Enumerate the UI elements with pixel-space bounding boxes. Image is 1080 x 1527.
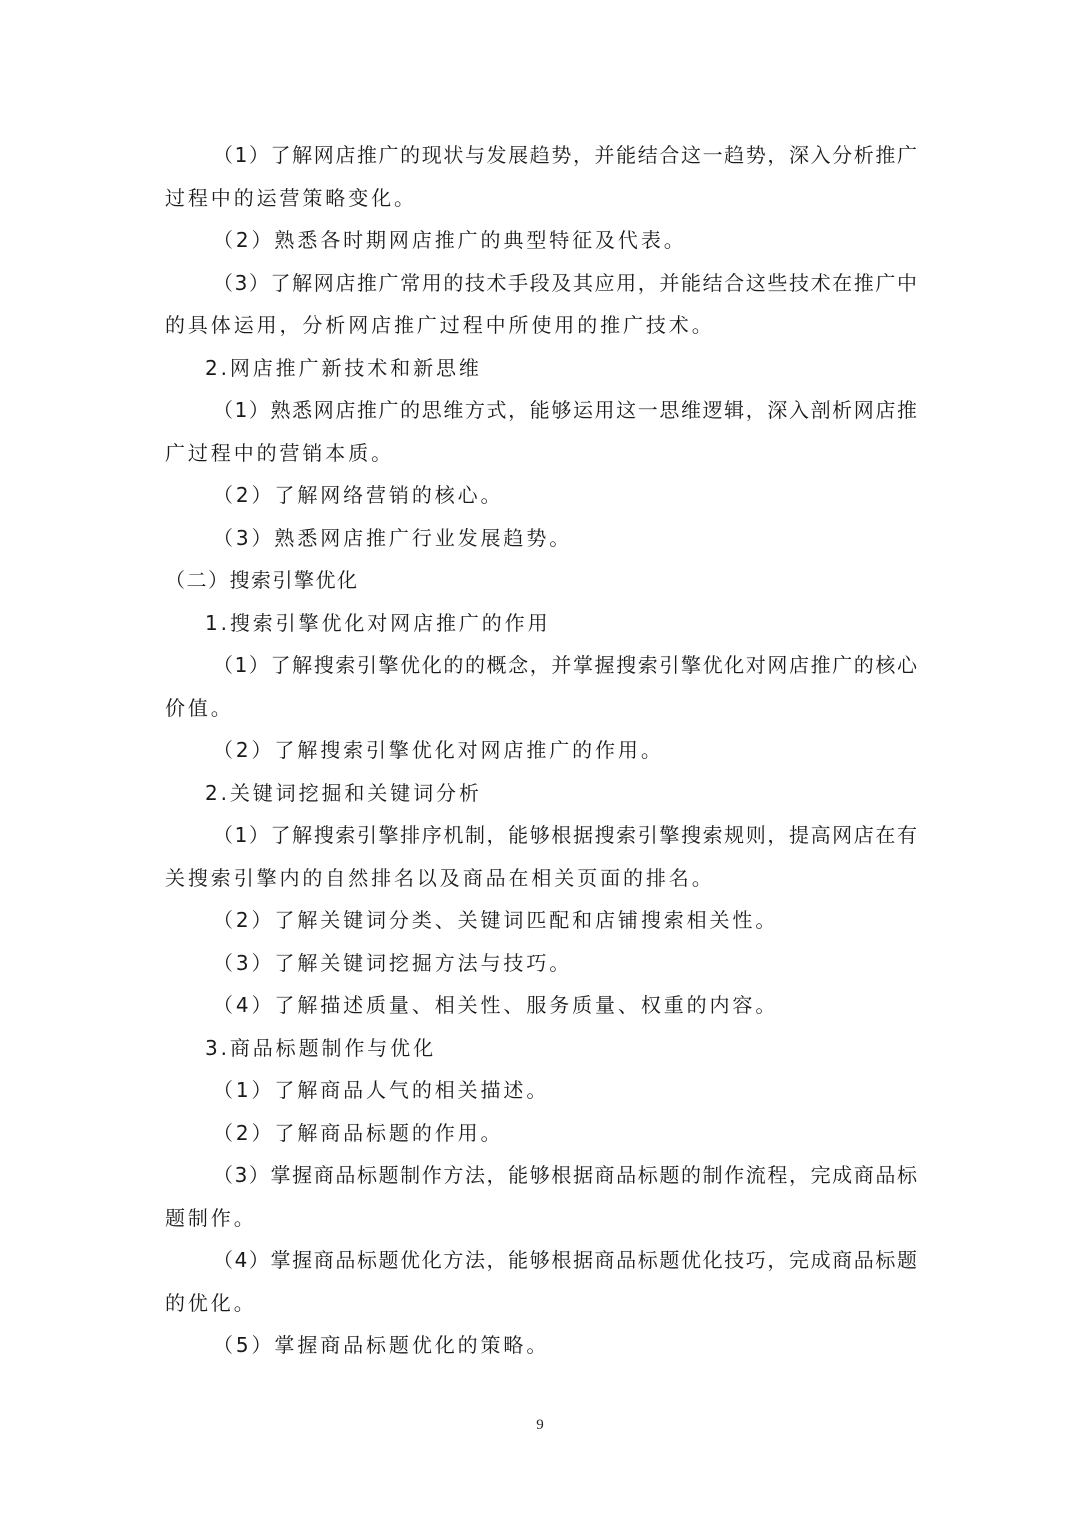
subheading: 2.网店推广新技术和新思维 xyxy=(205,355,482,380)
paragraph-line: （2）熟悉各时期网店推广的典型特征及代表。 xyxy=(213,228,687,252)
paragraph-line: （2）了解关键词分类、关键词匹配和店铺搜索相关性。 xyxy=(213,908,779,932)
paragraph-line: （3）了解关键词挖掘方法与技巧。 xyxy=(213,950,573,975)
paragraph-line: 关搜索引擎内的自然排名以及商品在相关页面的排名。 xyxy=(165,865,715,890)
paragraph-line: （3）了解网店推广常用的技术手段及其应用，并能结合这些技术在推广中 xyxy=(213,270,917,295)
paragraph-line: （4）掌握商品标题优化方法，能够根据商品标题优化技巧，完成商品标题 xyxy=(213,1248,917,1272)
page-body xyxy=(165,134,917,1367)
paragraph-line: 过程中的运营策略变化。 xyxy=(165,185,417,210)
paragraph-line: （2）了解网络营销的核心。 xyxy=(213,483,504,507)
paragraph-line: （2）了解商品标题的作用。 xyxy=(213,1120,504,1145)
paragraph-line: （1）了解搜索引擎排序机制，能够根据搜索引擎搜索规则，提高网店在有 xyxy=(213,823,917,847)
paragraph-line: （1）了解商品人气的相关描述。 xyxy=(213,1078,550,1102)
paragraph-line: （1）了解网店推广的现状与发展趋势，并能结合这一趋势，深入分析推广 xyxy=(213,143,917,167)
paragraph-line: （1）了解搜索引擎优化的的概念，并掌握搜索引擎优化对网店推广的核心 xyxy=(213,653,917,677)
paragraph-line: 的具体运用，分析网店推广过程中所使用的推广技术。 xyxy=(165,313,715,337)
paragraph-line: （3）掌握商品标题制作方法，能够根据商品标题的制作流程，完成商品标 xyxy=(213,1163,917,1187)
paragraph-line: （2）了解搜索引擎优化对网店推广的作用。 xyxy=(213,738,664,762)
paragraph-line: （1）熟悉网店推广的思维方式，能够运用这一思维逻辑，深入剖析网店推 xyxy=(213,398,917,422)
page-number: 9 xyxy=(536,1417,544,1433)
paragraph-line: 题制作。 xyxy=(165,1205,257,1230)
section-heading: （二）搜索引擎优化 xyxy=(165,568,359,592)
subheading: 3.商品标题制作与优化 xyxy=(205,1035,436,1060)
paragraph-line: 价值。 xyxy=(165,695,234,720)
paragraph-line: 广过程中的营销本质。 xyxy=(165,440,394,465)
paragraph-line: （5）掌握商品标题优化的策略。 xyxy=(213,1333,550,1357)
subheading: 1.搜索引擎优化对网店推广的作用 xyxy=(205,610,551,635)
paragraph-line: 的优化。 xyxy=(165,1290,257,1315)
paragraph-line: （3）熟悉网店推广行业发展趋势。 xyxy=(213,525,573,550)
subheading: 2.关键词挖掘和关键词分析 xyxy=(205,780,482,805)
paragraph-line: （4）了解描述质量、相关性、服务质量、权重的内容。 xyxy=(213,993,779,1017)
